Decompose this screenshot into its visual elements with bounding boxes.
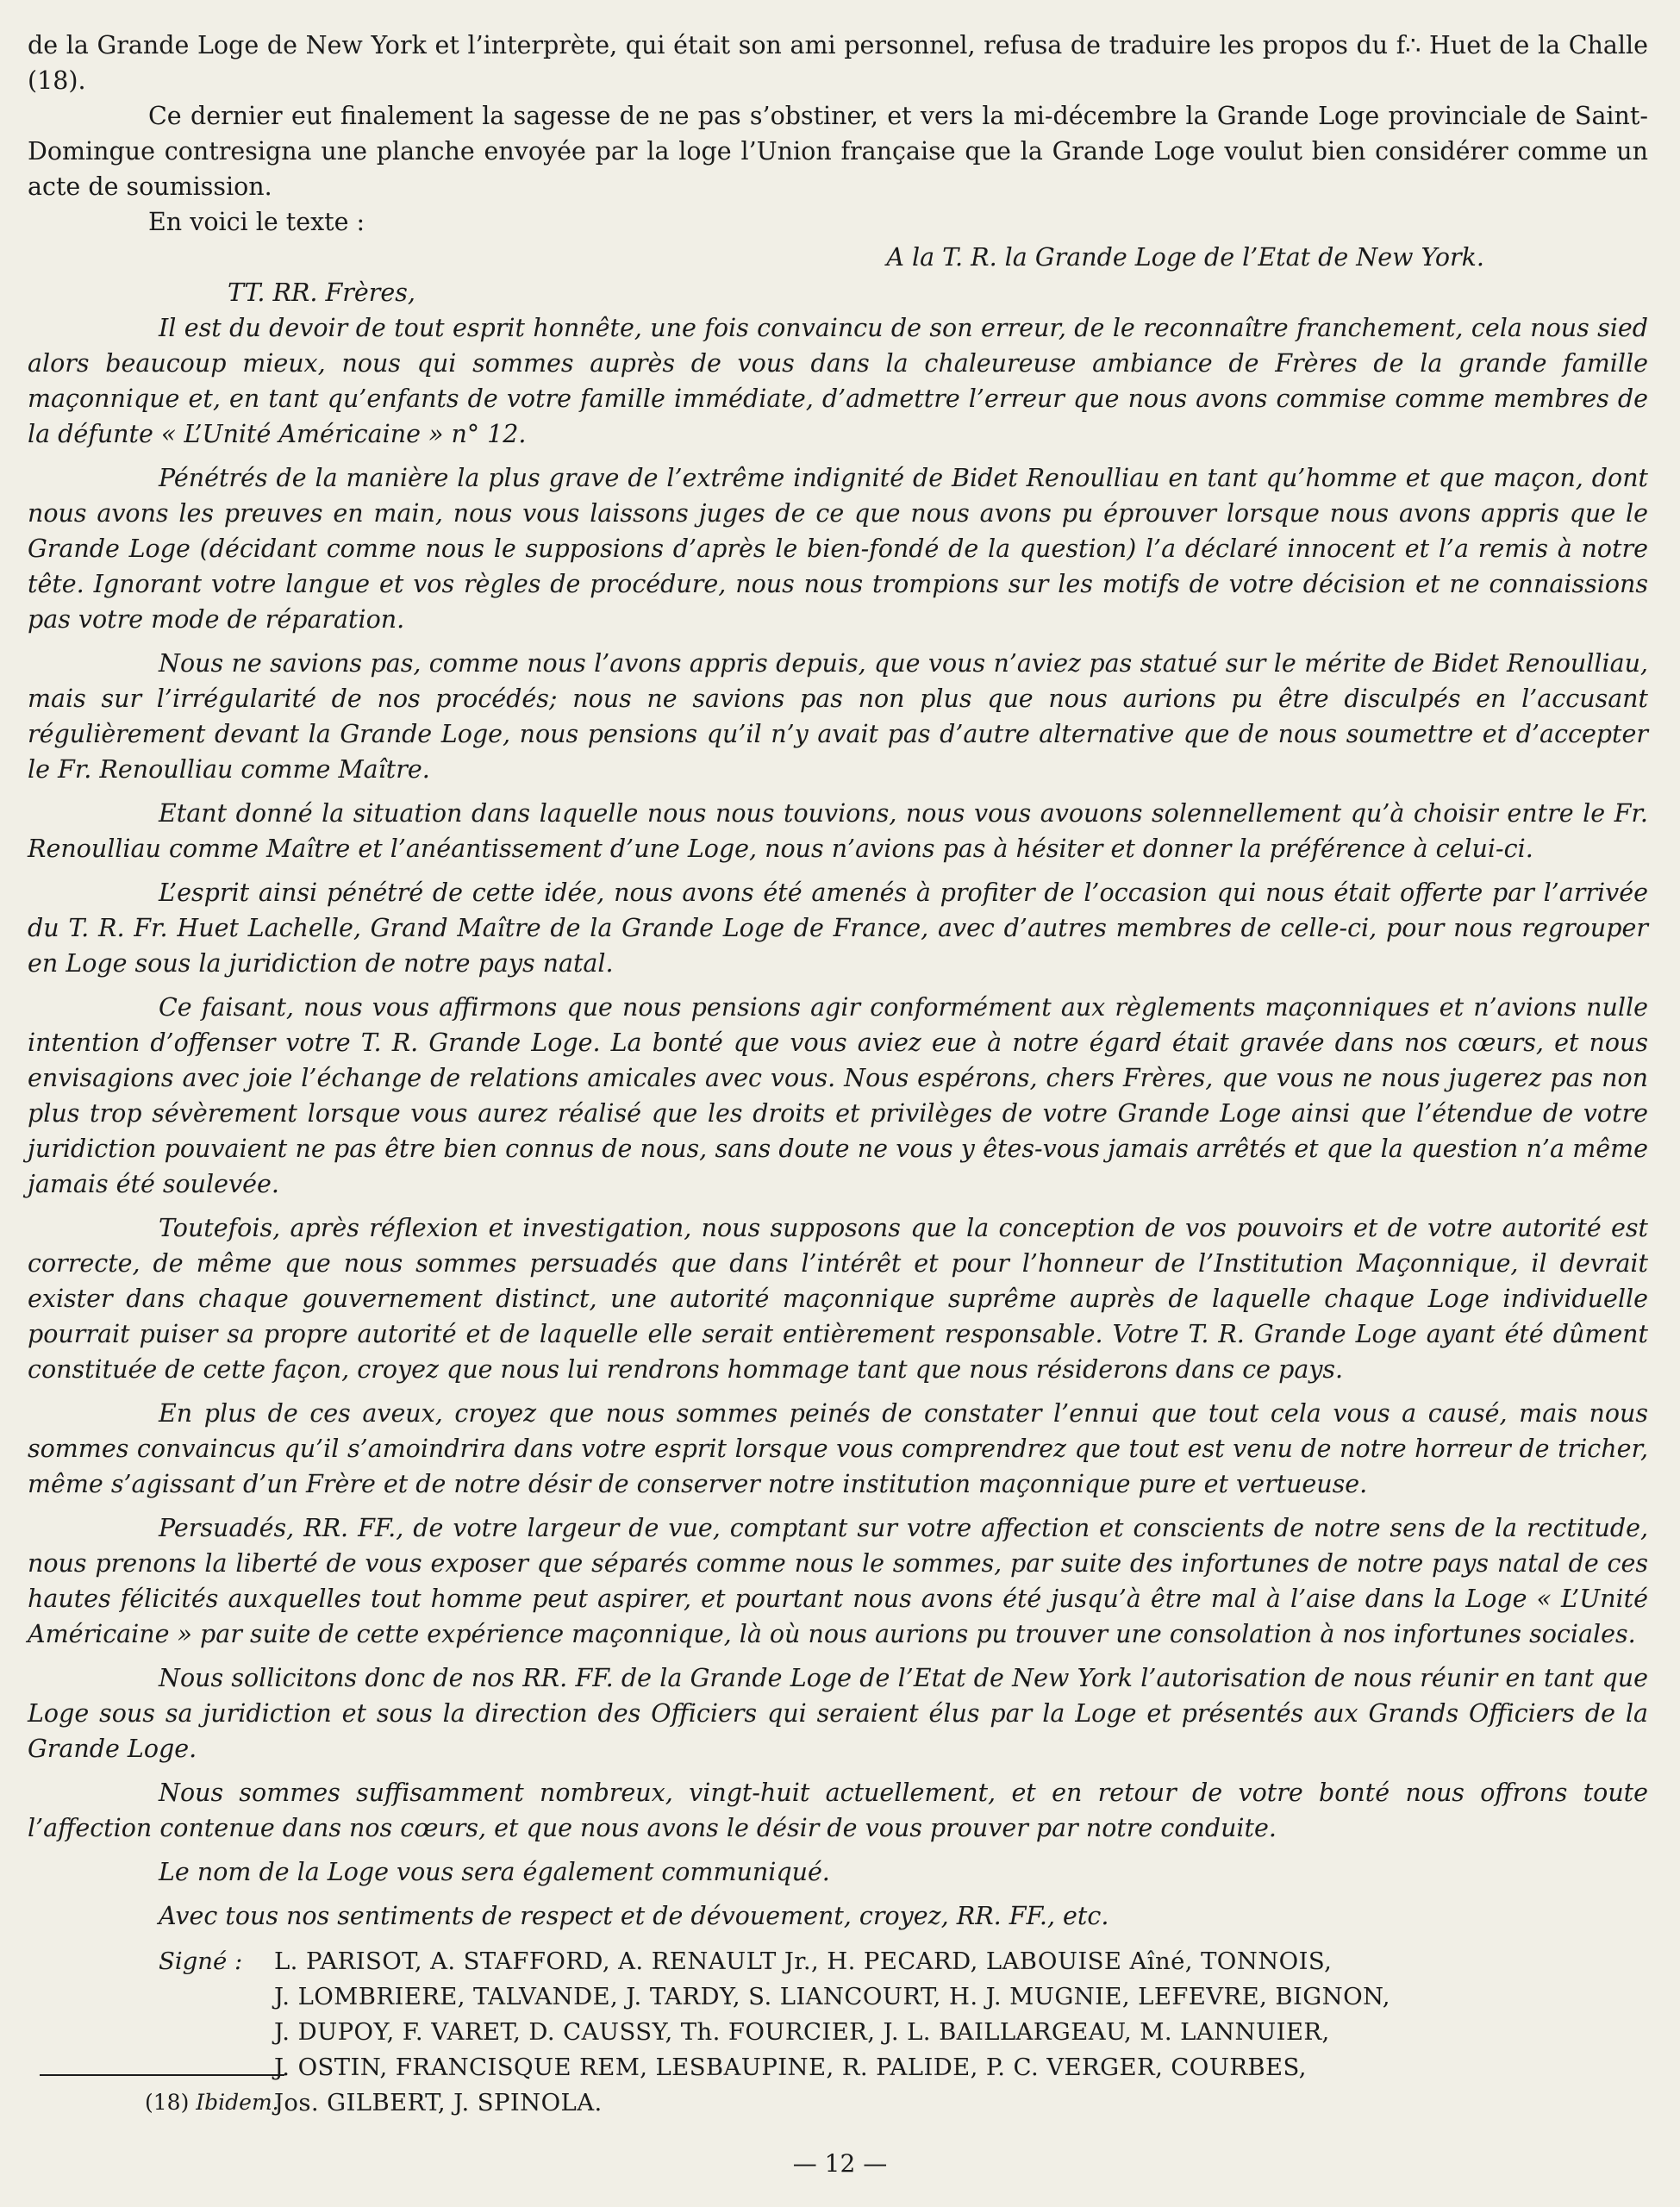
footnote	[145, 2090, 279, 2115]
signer-line: J. DUPOY, F. VARET, D. CAUSSY, Th. FOURCIER, J. L. BAILLARGEAU, M. LANNUIER,	[274, 2018, 1330, 2046]
letter-paragraph: Etant donné la situation dans laquelle nous nous touvions, nous vous avouons solennellement qu’à choisir entre le Fr. Renoulliau comme Maître et l’anéantissement d’une Loge, nous n’avions pas à hésiter et donner la préférence à celui-ci.	[28, 799, 1648, 863]
letter-paragraph: Nous sommes suffisamment nombreux, vingt-huit actuellement, et en retour de votre bonté nous offrons toute l’affection contenue dans nos cœurs, et que nous avons le désir de vous prouver par notre conduite.	[28, 1779, 1648, 1842]
signer-line: J. OSTIN, FRANCISQUE REM, LESBAUPINE, R. PALIDE, P. C. VERGER, COURBES,	[274, 2054, 1307, 2081]
paragraph: Ce dernier eut finalement la sagesse de ne pas s’obstiner, et vers la mi-décembre la Grande Loge provinciale de Saint-Domingue contresigna une planche envoyée par la loge l’Union française que la Grande Loge voulut bien considérer comme un acte de soumission.	[28, 102, 1648, 201]
letter-paragraph: Le nom de la Loge vous sera également communiqué.	[159, 1858, 830, 1886]
signer-line: Jos. GILBERT, J. SPINOLA.	[274, 2089, 603, 2116]
body-text	[28, 28, 1648, 2121]
letter-address: A la T. R. la Grande Loge de l’Etat de New York.	[886, 243, 1484, 272]
signer-names	[274, 1944, 1648, 2121]
letter-paragraph: Nous sollicitons donc de nos RR. FF. de la Grande Loge de l’Etat de New York l’autorisation de nous réunir en tant que Loge sous sa juridiction et sous la direction des Officiers qui seraient élus par la Loge et présentés aux Grands Officiers de la Grande Loge.	[28, 1664, 1648, 1763]
letter	[28, 240, 1648, 1934]
paragraph: de la Grande Loge de New York et l’interprète, qui était son ami personnel, refusa de traduire les propos du f∴ Huet de la Challe (18).	[28, 31, 1648, 95]
signer-line: J. LOMBRIERE, TALVANDE, J. TARDY, S. LIANCOURT, H. J. MUGNIE, LEFEVRE, BIGNON,	[274, 1983, 1390, 2010]
letter-paragraph: Pénétrés de la manière la plus grave de l’extrême indignité de Bidet Renoulliau en tant qu’homme et que maçon, dont nous avons les preuves en main, nous vous laissons juges de ce que nous avons pu éprouver lorsque nous avons appris que le Grande Loge (décidant comme nous le supposions d’après le bien-fondé de la question) l’a déclaré innocent et l’a remis à notre tête. Ignorant votre langue et vos règles de procédure, nous nous trompions sur les motifs de votre décision et ne connaissions pas votre mode de réparation.	[28, 464, 1648, 634]
letter-paragraph: Persuadés, RR. FF., de votre largeur de vue, comptant sur votre affection et conscients de notre sens de la rectitude, nous prenons la liberté de vous exposer que séparés comme nous le sommes, par suite des infortunes de notre pays natal de ces hautes félicités auxquelles tout homme peut aspirer, et pourtant nous avons été jusqu’à être mal à l’aise dans la Loge « L’Unité Américaine » par suite de cette expérience maçonnique, là où nous aurions pu trouver une consolation à nos infortunes sociales.	[28, 1514, 1648, 1648]
letter-paragraph: En plus de ces aveux, croyez que nous sommes peinés de constater l’ennui que tout cela vous a causé, mais nous sommes convaincus qu’il s’amoindrira dans votre esprit lorsque vous comprendrez que tout est venu de notre horreur de tricher, même s’agissant d’un Frère et de notre désir de conserver notre institution maçonnique pure et vertueuse.	[28, 1399, 1648, 1498]
letter-paragraph: Ce faisant, nous vous affirmons que nous pensions agir conformément aux règlements maçonniques et n’avions nulle intention d’offenser votre T. R. Grande Loge. La bonté que vous aviez eue à notre égard était gravée dans nos cœurs, et nous envisagions avec joie l’échange de relations amicales avec vous. Nous espérons, chers Frères, que vous ne nous jugerez pas non plus trop sévèrement lorsque vous aurez réalisé que les droits et privilèges de votre Grande Loge ainsi que l’étendue de votre juridiction pouvaient ne pas être bien connus de nous, sans doute ne vous y êtes-vous jamais arrêtés et que la question n’a même jamais été soulevée.	[28, 993, 1648, 1198]
letter-paragraph: Toutefois, après réflexion et investigation, nous supposons que la conception de vos pouvoirs et de votre autorité est correcte, de même que nous sommes persuadés que dans l’intérêt et pour l’honneur de l’Institution Maçonnique, il devrait exister dans chaque gouvernement distinct, une autorité maçonnique suprême auprès de laquelle chaque Loge individuelle pourrait puiser sa propre autorité et de laquelle elle serait entièrement responsable. Votre T. R. Grande Loge ayant été dûment constituée de cette façon, croyez que nous lui rendrons hommage tant que nous résiderons dans ce pays.	[28, 1214, 1648, 1384]
letter-paragraph: L’esprit ainsi pénétré de cette idée, nous avons été amenés à profiter de l’occasion qui nous était offerte par l’arrivée du T. R. Fr. Huet Lachelle, Grand Maître de la Grande Loge de France, avec d’autres membres de celle-ci, pour nous regrouper en Loge sous la juridiction de notre pays natal.	[28, 878, 1648, 978]
signed-label: Signé :	[159, 1948, 243, 1975]
paragraph: En voici le texte :	[148, 208, 365, 236]
letter-salutation: TT. RR. Frères,	[228, 278, 415, 307]
footnote-divider	[40, 2074, 284, 2076]
page-number: — 12 —	[792, 2149, 888, 2178]
footnote-marker: (18)	[145, 2090, 190, 2115]
footnote-text: Ibidem.	[196, 2090, 279, 2115]
letter-paragraph: Avec tous nos sentiments de respect et de dévouement, croyez, RR. FF., etc.	[159, 1902, 1109, 1930]
signer-line: L. PARISOT, A. STAFFORD, A. RENAULT Jr., H. PECARD, LABOUISE Aîné, TONNOIS,	[274, 1948, 1333, 1975]
letter-paragraph: Il est du devoir de tout esprit honnête, une fois convaincu de son erreur, de le reconnaître franchement, cela nous sied alors beaucoup mieux, nous qui sommes auprès de vous dans la chaleureuse ambiance de Frères de la grande famille maçonnique et, en tant qu’enfants de votre famille immédiate, d’admettre l’erreur que nous avons commise comme membres de la défunte « L’Unité Américaine » n° 12.	[28, 314, 1648, 448]
letter-paragraph: Nous ne savions pas, comme nous l’avons appris depuis, que vous n’aviez pas statué sur le mérite de Bidet Renoulliau, mais sur l’irrégularité de nos procédés; nous ne savions pas non plus que nous aurions pu être disculpés en l’accusant régulièrement devant la Grande Loge, nous pensions qu’il n’y avait pas d’autre alternative que de nous soumettre et d’accepter le Fr. Renoulliau comme Maître.	[28, 649, 1648, 784]
